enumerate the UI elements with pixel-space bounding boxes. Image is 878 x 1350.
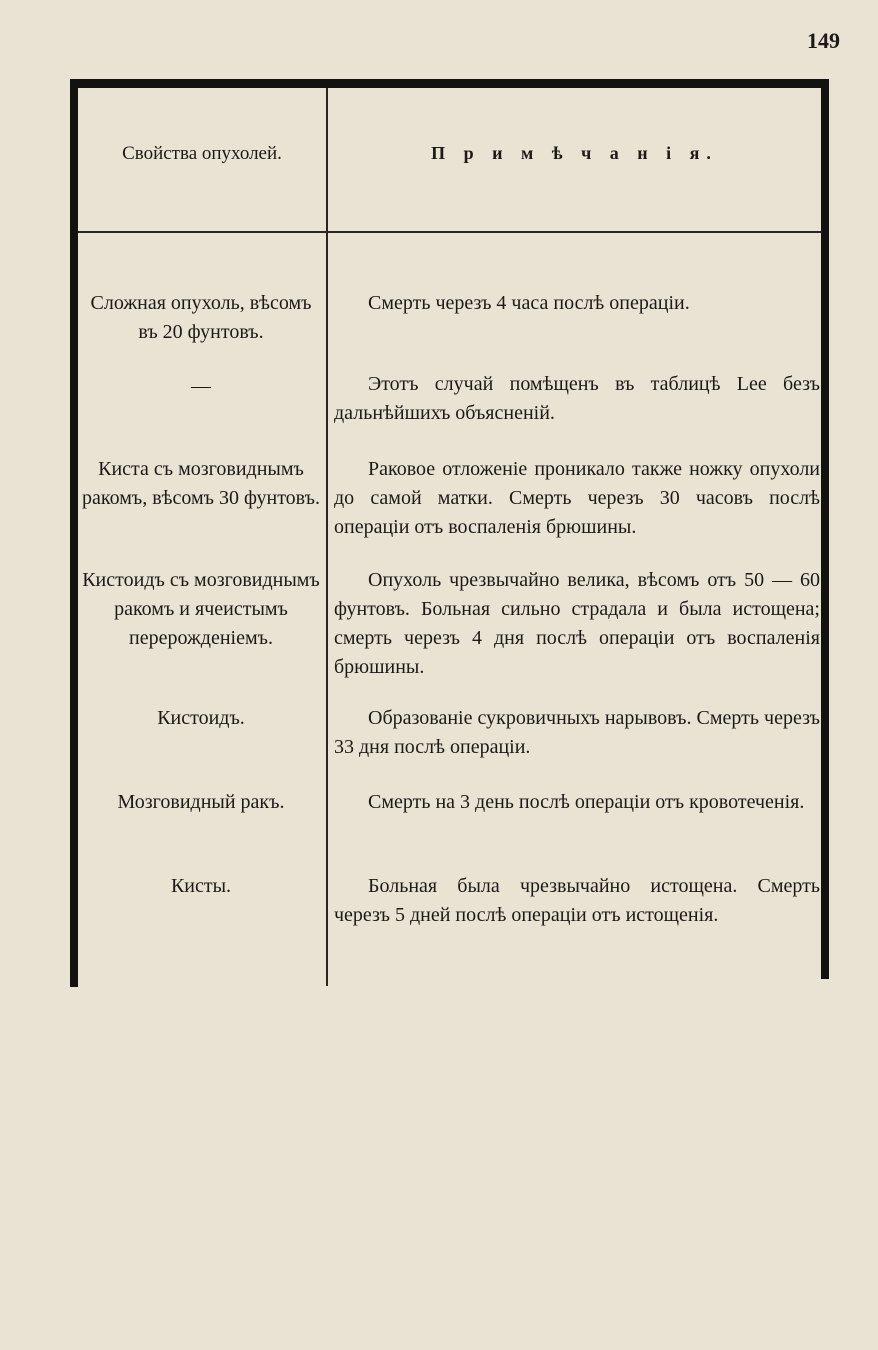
row3-note: Раковое отложеніе проникало также ножку опухоли до самой матки. Смерть черезъ 30 часовъ послѣ операціи отъ воспаленія брюшины.: [334, 458, 820, 538]
row7-note: Больная была чрезвычайно истощена. Смерть черезъ 5 дней послѣ операціи отъ истощенія.: [334, 875, 820, 926]
page-number: 149: [807, 28, 840, 53]
row4-property: Кистоидъ съ мозговиднымъ ракомъ и ячеистымъ перерожденіемъ.: [82, 569, 320, 649]
row1-property: Сложная опухоль, вѣсомъ въ 20 фунтовъ.: [90, 292, 312, 343]
row6-note: Смерть на 3 день послѣ операціи отъ кровотеченія.: [368, 791, 805, 813]
table-frame-top: [70, 79, 829, 88]
row3-property: Киста съ мозговиднымъ ракомъ, вѣсомъ 30 фунтовъ.: [82, 458, 320, 509]
row7-property: Кисты.: [170, 875, 232, 897]
header-notes: П р и м ѣ ч а н і я.: [431, 143, 718, 163]
table-frame-right: [821, 79, 829, 979]
table-frame-left: [70, 79, 78, 987]
row5-property: Кистоидъ.: [157, 707, 245, 729]
row1-note: Смерть черезъ 4 часа послѣ операціи.: [368, 292, 690, 314]
row2-note: Этотъ случай помѣщенъ въ таблицѣ Lee безъ дальнѣйшихъ объясненій.: [334, 373, 820, 424]
row5-note: Образованіе сукровичныхъ нарывовъ. Смерть черезъ 33 дня послѣ операціи.: [334, 707, 820, 758]
row2-property: —: [191, 375, 211, 397]
row6-property: Мозговидный ракъ.: [117, 791, 285, 813]
header-rule: [78, 231, 821, 233]
column-divider: [326, 88, 328, 986]
header-properties: Свойства опухолей.: [122, 143, 282, 164]
row4-note: Опухоль чрезвычайно велика, вѣсомъ отъ 50 — 60 фунтовъ. Больная сильно страдала и была истощена; смерть черезъ 4 дня послѣ операціи отъ воспаленія брюшины.: [334, 569, 820, 678]
